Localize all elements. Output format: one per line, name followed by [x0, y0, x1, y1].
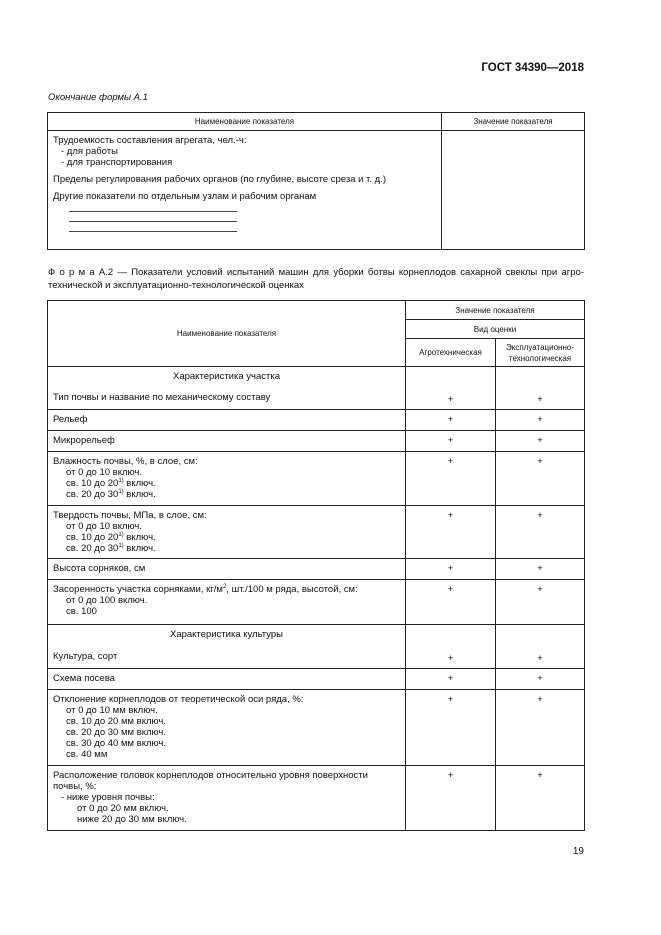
plus-mark: +: [496, 367, 585, 410]
plus-mark: +: [406, 367, 496, 410]
labor-title: Трудоемкость составления агрегата, чел.-ч:: [53, 135, 247, 146]
row-soil-type: Характеристика участка Тип почвы и название по механическому составу: [48, 367, 406, 410]
col-header-assessment: Вид оценки: [406, 320, 585, 339]
plus-mark: +: [496, 766, 585, 831]
plus-mark: +: [496, 669, 585, 690]
col-header-name: Наименование показателя: [48, 301, 406, 367]
col-header-agro: Агротехническая: [406, 339, 496, 367]
row-moisture: Влажность почвы, %, в слое, см: от 0 до 10 включ. св. 10 до 20$^{1)}$ включ. св. 20 до 30$^{1)}$ включ.: [48, 452, 406, 506]
plus-mark: +: [496, 559, 585, 580]
plus-mark: +: [406, 580, 496, 625]
row-sowing-scheme: Схема посева: [48, 669, 406, 690]
plus-mark: +: [496, 506, 585, 559]
plus-mark: +: [406, 766, 496, 831]
col-header-expl: Эксплуатационно- технологическая: [496, 339, 585, 367]
form-title-text: А.2 — Показатели условий испытаний машин для уборки ботвы корнеплодов сахарной свеклы при агротехнической и эксплуатационно-технологической оценках: [48, 267, 584, 291]
plus-mark: +: [406, 410, 496, 431]
plus-mark: +: [406, 690, 496, 766]
form-a1-caption: Окончание формы А.1: [48, 92, 148, 103]
form-a1-table: [47, 112, 585, 250]
row-deviation: Отклонение корнеплодов от теоретической оси ряда, %: от 0 до 10 мм включ. св. 10 до 20 мм включ. св. 20 до 30 мм включ. св. 30 до 40 мм включ. св. 40 мм: [48, 690, 406, 766]
section-crop: Характеристика культуры: [169, 629, 284, 640]
plus-mark: +: [496, 431, 585, 452]
row-hardness: Твердость почвы, МПа, в слое, см: от 0 до 10 включ. св. 10 до 20$^{1)}$ включ. св. 20 до 30$^{1)}$ включ.: [48, 506, 406, 559]
form-a2-title: [48, 266, 584, 292]
row-heads: Расположение головок корнеплодов относительно уровня поверхности почвы, %: - ниже уровня почвы: от 0 до 20 мм включ. ниже 20 до 30 мм включ.: [48, 766, 406, 831]
form-a1-indicators-cell: [48, 131, 442, 250]
section-site: Характеристика участка: [173, 371, 280, 382]
form-word: Ф о р м а: [48, 267, 95, 278]
form-a1-value-cell: [442, 131, 585, 250]
row-relief: Рельеф: [48, 410, 406, 431]
plus-mark: +: [406, 431, 496, 452]
plus-mark: +: [406, 625, 496, 669]
plus-mark: +: [496, 452, 585, 506]
labor-item: - для транспортирования: [61, 157, 173, 168]
blank-line: [69, 222, 237, 232]
labor-item: - для работы: [61, 146, 118, 157]
plus-mark: +: [496, 625, 585, 669]
blank-line: [69, 202, 237, 212]
plus-mark: +: [406, 452, 496, 506]
page-number: 19: [572, 846, 584, 857]
adjust-limits: Пределы регулирования рабочих органов (по глубине, высоте среза и т. д.): [53, 174, 386, 185]
plus-mark: +: [406, 559, 496, 580]
plus-mark: +: [496, 580, 585, 625]
form-a2-table: [47, 300, 585, 831]
plus-mark: +: [496, 410, 585, 431]
col-header-value: Значение показателя: [442, 113, 585, 131]
blank-line: [69, 212, 237, 222]
col-header-name: Наименование показателя: [48, 113, 442, 131]
row-crop-variety: Характеристика культуры Культура, сорт: [48, 625, 406, 669]
plus-mark: +: [406, 669, 496, 690]
row-weediness: Засоренность участка сорняками, $кг/м^2$, шт./100 м ряда, высотой, см: от 0 до 100 включ. св. 100: [48, 580, 406, 625]
row-microrelief: Микрорельеф: [48, 431, 406, 452]
other-indicators: Другие показатели по отдельным узлам и рабочим органам: [53, 191, 317, 202]
col-header-value: Значение показателя: [406, 301, 585, 320]
plus-mark: +: [496, 690, 585, 766]
plus-mark: +: [406, 506, 496, 559]
document-id: ГОСТ 34390—2018: [481, 62, 584, 74]
row-weed-height: Высота сорняков, см: [48, 559, 406, 580]
